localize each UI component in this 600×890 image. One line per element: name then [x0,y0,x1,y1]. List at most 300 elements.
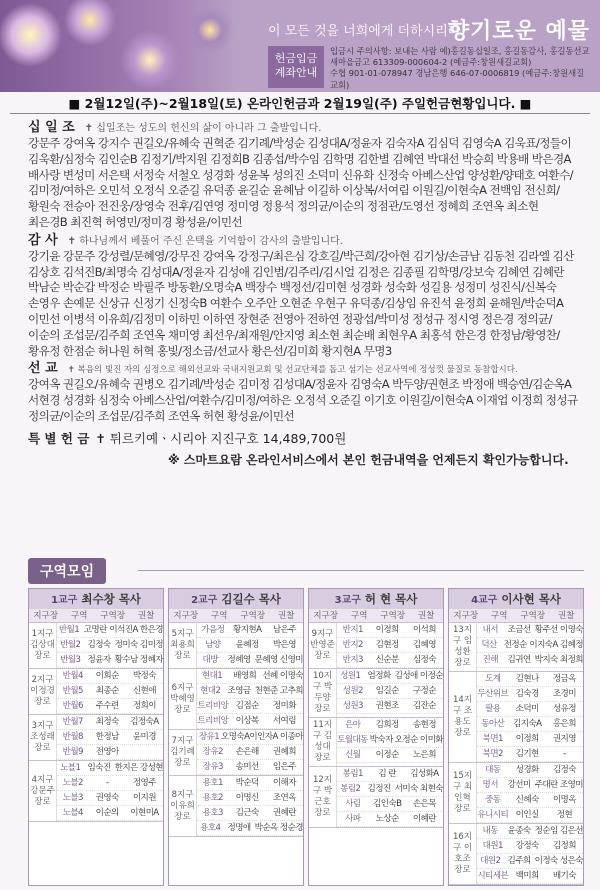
table-header [309,609,443,623]
table-cell: 정혜영 [227,655,251,665]
table-cell: 트리비앙 [197,701,229,711]
region-leader: 1지구 김상대 장로 [29,623,57,668]
offering-line: 새마을금고 613309-000604-2 (예금주:창원새길교회) [330,57,532,68]
table-cell: 윤미경 [132,732,156,742]
table-row [337,669,443,684]
parish-column [28,588,164,886]
table-row [197,760,303,775]
parish-pastor: 최수창 목사 [81,592,141,606]
table-cell: 반월7 [62,717,83,727]
region-block [449,824,583,885]
table-cell: 한정남 [95,732,119,742]
mission-section [28,361,578,424]
table-cell: 이석진A 한은경 [109,625,163,635]
special-offering [28,429,578,447]
offering-account-label: 헌금입금 계좌안내 [268,46,324,88]
table-cell: 정미숙 김미정 [114,640,163,650]
table-cell: 김성애 이정순 [394,671,443,681]
region-leader: 14지구 조용도 장로 [449,672,477,762]
table-cell: 용호4 [200,823,221,833]
table-row [57,806,163,821]
table-cell: 노블4 [62,808,83,818]
table-cell [126,745,163,759]
table-cell: 주수련 [95,701,119,711]
column-header: 권찰 [278,611,295,621]
table-cell: 북면2 [482,749,503,759]
table-cell: 김 란 [378,769,396,779]
table-cell: 이희순 [95,671,119,681]
table-row [477,717,583,732]
table-cell: 신혜숙 [515,795,539,805]
table-cell: 김혜영 [412,640,436,650]
table-row [337,782,443,797]
offering-account-info [330,46,592,91]
parish-pastor: 김길수 목사 [221,592,281,606]
table-cell: 이정희 [515,734,539,744]
table-cell: 천현준 고추희 [254,686,303,696]
table-cell: 반월8 [62,732,83,742]
table-row [57,653,163,668]
table-row [197,806,303,821]
column-header: 구역장 [240,611,266,621]
table-cell: 백미희 [515,871,539,881]
column-header: 지구장 [173,611,199,621]
table-row [197,714,303,729]
table-cell: 정금옥 [552,674,576,684]
tithe-names: 강문주 강여옥 강지수 권길오/유혜숙 권혁준 김기례/박성순 김성대A/정윤자 김숙자A 김심덕 김영숙A 김욱표/정들이 김욱환/심정숙 김인순B 김정기/박지원 김정희B 김종섭/박수임 김학명 김한별 김혜연 박대선 박승희 박용배 박은경A 배사랑 변성미 서은택 서정숙 서철오 성경화 성윤복 성의진 소덕미 신유화 신정숙 아베스산업 양성환/양태호 여환수/김미정/여하은 오민석 오정식 오준길 유덕종 윤길순 윤혜남 이길하 이상복/서여림 이원길/이현숙A 전백임 전신희/황원숙 전승아 전진웅/장영숙 전후/김연영 정미영 정용석 정의균/이순의 정점관/도영선 정혜희 조연옥 최소현 최은경B 최진혁 허영민/정미경 황성윤/이민선 [28,136,573,229]
table-cell: 심정숙 [412,655,436,665]
table-row [57,791,163,806]
column-header: 권찰 [418,611,435,621]
table-cell: 성유정 [552,704,576,714]
table-cell: 전영아 [95,747,119,757]
table-cell: 윤종숙 [507,826,531,836]
table-cell: 홍은희 [552,719,576,729]
table-row [197,745,303,760]
table-cell: 최종순 [95,686,119,696]
table-cell: 주대란 조영미 [534,780,583,790]
table-cell: 노상순 [375,814,399,824]
table-row [197,653,303,668]
region-block [449,623,583,672]
region-leader: 11지구 김성대 장로 [309,718,337,766]
table-cell: 성원3 [342,701,363,711]
table-row [477,687,583,702]
table-row [337,699,443,714]
table-row [337,638,443,653]
table-cell: - [105,778,109,788]
table-cell: 송미선 [235,762,259,772]
table-cell: 남양 [205,640,221,650]
table-cell: 김숙경 [515,689,539,699]
table-cell: 신현애 [132,686,156,696]
table-cell: 임숙진 [87,763,111,773]
table-cell: 이석희 [412,625,436,635]
table-row [337,684,443,699]
table-row [477,854,583,869]
parish-number: 1교구 [51,595,78,606]
table-cell: 은아 [345,720,361,730]
table-row [337,623,443,638]
table-cell: 조연옥 [272,793,296,803]
table-row [197,699,303,714]
header [0,0,600,92]
table-row [57,730,163,745]
table-cell: 강정숙 [515,841,539,851]
region-leader: 2지구 이정경 장로 [29,669,57,714]
table-cell: 권영숙 [95,793,119,803]
table-cell: 내서 [482,625,498,635]
table-cell: 반지3 [342,655,363,665]
table-row [57,684,163,699]
table-cell: 반월3 [60,655,81,665]
table-cell: 노은희 [412,750,436,760]
region-block [309,623,443,669]
table-cell: 반지1 [342,625,363,635]
table-row [57,761,163,776]
region-block [29,623,163,669]
table-cell: 엄정화 [367,671,391,681]
divider [138,570,584,571]
table-cell: 이인자A 이종아 [249,732,303,742]
table-row [57,715,163,730]
table-header [29,609,163,623]
table-row [57,699,163,714]
table-cell: 임은주 [272,762,296,772]
table-cell: 권현조 [375,701,399,711]
table-cell: 김정희 [552,841,576,851]
table-cell: 조경미 [552,689,576,699]
column-header: 권찰 [138,611,155,621]
offering-line: 수협 901-01-078947 경남은행 646-07-0006819 (예금주:창원새길교회) [330,68,585,90]
table-cell: 정명애 [227,823,251,833]
table-cell: 덕산 [481,640,497,650]
table-row [197,623,303,638]
parish-number: 2교구 [191,595,218,606]
table-cell: - [563,749,566,759]
parish-pastor: 허 현 목사 [364,592,418,606]
table-cell: 최정숙 [95,717,119,727]
table-cell: 중동 [485,795,501,805]
region-block [449,763,583,824]
table-row [337,733,443,748]
region-block [309,767,443,828]
table-cell: 노블2 [62,778,83,788]
parish-pastor: 이사현 목사 [501,592,561,606]
table-cell: 반월9 [62,747,83,757]
column-header: 구역 [71,611,88,621]
table-cell: 성경화 [515,765,539,775]
table-cell: 조영금 [227,686,251,696]
district-title: 구역모임 [28,558,106,584]
region-block [309,669,443,718]
table-cell: 정윤자 [87,655,111,665]
offering-list [0,114,600,468]
table-row [477,763,583,778]
table-cell: 오정순 이미화 [394,735,443,745]
special-label: 특 별 헌 금 [28,430,90,446]
table-cell: 정현 [556,810,573,820]
table-cell: 대방 [202,655,218,665]
table-row [477,672,583,687]
table-cell: 현대1 [201,671,223,681]
table-cell: 서여림 [272,716,296,726]
parish-header [29,589,163,609]
table-cell: 김귀연 [507,655,531,665]
column-header: 구역장 [100,611,126,621]
table-cell: 이해자 [272,778,296,788]
table-cell: 조금선 [507,625,531,635]
region-leader: 16지구 이호조 장로 [449,824,477,884]
table-row [477,623,583,638]
district-grid [28,588,584,886]
table-cell: 용호1 [202,778,223,788]
table-cell: 황주선 이명숙 [534,625,583,635]
table-cell: 대원1 [482,841,503,851]
table-cell: 박순옥 정순경 [254,823,303,833]
table-cell: 김지숙A [513,719,542,729]
region-leader: 7지구 김기례 장로 [169,730,197,775]
special-text: ✝ 튀르키예ㆍ시리아 지진구호 14,489,700원 [95,430,347,446]
table-cell: 윤혜정 [235,640,259,650]
table-cell: 김현정 [375,640,399,650]
table-row [477,638,583,653]
table-row [477,824,583,839]
table-cell: 임길순 [375,686,399,696]
table-cell: 고명란 [83,625,107,635]
table-row [337,767,443,782]
column-header: 권찰 [558,611,575,621]
region-block [309,718,443,767]
table-row [477,778,583,793]
table-cell: 김정진 [367,784,391,794]
column-header: 구역 [351,611,368,621]
table-cell: 한지은 강성현 [114,763,163,773]
parish-column [308,588,444,886]
table-cell: 강선미 [507,780,531,790]
table-row [57,638,163,653]
table-row [337,797,443,812]
tithe-section [28,120,578,231]
table-cell: 배기숙 [552,871,576,881]
table-cell: 서미숙 최현숙 [394,784,443,794]
parish-number: 4교구 [471,595,498,606]
table-cell: 문혜영 신영미 [254,655,303,665]
table-row [197,669,303,684]
table-row [337,718,443,733]
table-cell: 용호3 [202,808,223,818]
table-cell: 도계 [485,674,501,684]
table-row [337,812,443,827]
table-cell: 반지2 [342,640,363,650]
region-block [29,715,163,761]
thanks-lead: ✝ 하나님께서 베풀어 주신 은택을 기억함이 감사의 출발입니다. [67,235,343,247]
table-cell: 사파 [345,814,361,824]
table-cell: 김정숙 [552,765,576,775]
table-cell: 김현나 [515,674,539,684]
brand-title: 향기로운 예물 [447,19,590,44]
table-cell: 봉림2 [340,784,361,794]
region-block [29,669,163,715]
table-cell: 김잔순 [412,701,436,711]
table-cell: 이명옥 [552,795,576,805]
table-cell: 성원1 [340,671,361,681]
table-cell: 전정순 [503,640,527,650]
table-cell: 장유3 [202,762,223,772]
table-cell: 정희이 [132,701,156,711]
table-cell: 노블3 [62,793,83,803]
table-row [197,684,303,699]
region-block [169,776,303,837]
table-row [477,839,583,854]
tagline: 이 모든 것을 너희에게 더하시리라 [268,24,461,39]
table-cell: 권지영 [552,734,576,744]
table-cell: 선혜 이명숙 [262,671,303,681]
table-cell: 오명숙A [220,732,250,742]
tithe-lead: ✝ 십일조는 성도의 헌신의 삶이 아니라 그 출발입니다. [84,123,322,134]
table-cell: 구정순 [412,686,436,696]
table-row [477,653,583,668]
table-cell: 김성화A [410,769,439,779]
table-row [197,821,303,836]
table-row [477,732,583,747]
thanks-title: 감 사 [28,232,58,248]
table-cell: 진해 [482,655,498,665]
table-cell: 권혜희 [272,747,296,757]
region-leader: 8지구 이유희 장로 [169,776,197,836]
column-header: 지구장 [313,611,339,621]
table-cell: 황수남 정혜자 [114,655,163,665]
online-note: ※ 스마트요람 온라인서비스에서 본인 헌금내역을 언제든지 확인가능합니다. [168,452,569,467]
region-leader: 6지구 박혜영 장로 [169,669,197,729]
region-leader: 5지구 최용희 장로 [169,623,197,668]
table-header [169,609,303,623]
table-row [337,653,443,668]
table-cell: 용호2 [202,793,223,803]
table-cell: 명서 [482,780,498,790]
table-cell: 성원2 [342,686,363,696]
table-cell: 이상복 [235,716,259,726]
table-cell: 반월2 [60,640,81,650]
table-cell: 유니시티 [477,810,509,820]
region-leader: 15지구 최인혁 장로 [449,763,477,823]
table-cell: 트리비앙 [197,716,229,726]
table-row [477,702,583,717]
region-block [169,623,303,669]
table-cell: 손은목 [412,799,436,809]
parish-header [309,589,443,609]
table-cell: 박지숙 최정희 [534,655,583,665]
table-row [57,745,163,760]
table-cell: 소덕미 [515,704,539,714]
column-header: 구역 [211,611,228,621]
thanks-names: 강기윤 강문주 강성렬/문혜영/강무진 강여옥 강정구/최은심 강호길/박근희/강아현 김기상/손금남 김동천 김라엘 김산 김상호 김석진B/최명숙 김성대A/정윤자 김성애 김인범/김주리/김시얼 김정은 김종필 김학명/강보숙 김혜연 김혜란 박남순 박순갑 박정순 박필주 방동환/오명숙A 백장수 백정선/김미현 성경화 성숙화 성길용 성정미 성진식/신복숙 손영우 손예문 신상규 신정기 신정숙B 여환수 오주안 오현준 우현구 유덕종/김상임 유진석 윤정희 윤해원/박순덕A 이민선 이병석 이유희/김정미 이하민 이하연 장현준 전영아 전하연 정광섭/박미성 정성규 정시영 정은경 정의균/이순의 조섭문/김주희 조연옥 채미영 최선우/최재원/안지영 최소현 최순배 최현우A 최홍석 한은경 한정남/황영찬/황유정 한점순 허나원 허혁 홍빛/정소금/선교사 황은선/김미희 황지현A 무명3 [28,248,574,358]
table-cell: 반월5 [62,686,83,696]
table-cell: 박순덕 [235,778,259,788]
table-cell: 이명신 [235,793,259,803]
column-header: 구역 [491,611,508,621]
table-cell: 동아산 [481,719,505,729]
table-cell: 김근숙 [235,808,259,818]
table-cell: 남은주 [272,625,296,635]
table-cell: 정미화 [272,701,296,711]
table-cell: 가음정 [201,625,225,635]
column-header: 지구장 [453,611,479,621]
table-cell: 시티세븐 [477,871,509,881]
parish-column [168,588,304,886]
thanks-section [28,233,578,360]
table-cell: 송현정 [412,720,436,730]
table-cell: 북면1 [482,734,503,744]
table-cell: 봉림1 [342,769,363,779]
week-banner: ■ 2월12일(주)~2월18일(토) 온라인헌금과 2월19일(주) 주일헌금현황입니다. ■ [10,94,590,114]
table-cell: 장유1 [198,732,220,742]
table-header [449,609,583,623]
table-cell: 이순의 [95,808,119,818]
region-leader: 10지구 박두양 장로 [309,669,337,717]
parish-number: 3교구 [334,595,361,606]
table-cell: 이현미A [130,808,159,818]
table-cell: 두산위브 [477,689,509,699]
table-cell: 장유2 [202,747,223,757]
parish-header [169,589,303,609]
mission-title: 선 교 [28,361,58,377]
table-cell: 팔용 [485,704,501,714]
district-meeting [28,558,584,881]
table-cell: 정순임 김은선 [534,826,583,836]
table-cell: 사림 [345,799,361,809]
parish-header [449,589,583,609]
table-cell: 김희정 [375,720,399,730]
table-row [197,791,303,806]
table-row [197,638,303,653]
table-cell: 손은해 [235,747,259,757]
table-cell: 김정숙A [130,717,159,727]
table-cell: 토월대동 [337,735,368,745]
table-cell: 이지원 [132,793,156,803]
table-row [57,776,163,791]
region-leader: 9지구 반영준 장로 [309,623,337,668]
table-row [197,730,303,745]
table-cell: 권혜란 [272,808,296,818]
table-row [337,748,443,763]
table-row [477,793,583,808]
table-row [197,776,303,791]
table-cell: 정영주 [132,778,156,788]
table-cell: 이인실 [515,810,539,820]
column-header: 지구장 [33,611,59,621]
table-cell: 현대2 [200,686,221,696]
mission-lead: ✝ 복음의 빛진 자의 심정으로 해외선교와 국내지원교회 및 선교단체를 돕고 섬기는 선교사역에 정성껏 물질로 동참합시다. [67,365,518,376]
table-cell: 반월1 [58,625,80,635]
table-cell: 신순분 [375,655,399,665]
table-row [477,747,583,762]
table-cell: 박숙자 [369,735,393,745]
table-cell: 박정숙 [132,671,156,681]
region-block [29,761,163,822]
candle-photo [0,0,240,92]
region-leader: 12지구 박근호 장로 [309,767,337,827]
region-block [169,730,303,776]
table-cell: 황지현A [233,625,262,635]
table-row [57,669,163,684]
table-row [57,623,163,638]
table-cell: 대동 [485,765,501,775]
table-cell: 김주희 [507,856,531,866]
table-cell: 이지숙A 김혜정 [529,640,583,650]
table-cell: 이혜란 [412,814,436,824]
table-cell: 김정숙 [87,640,111,650]
